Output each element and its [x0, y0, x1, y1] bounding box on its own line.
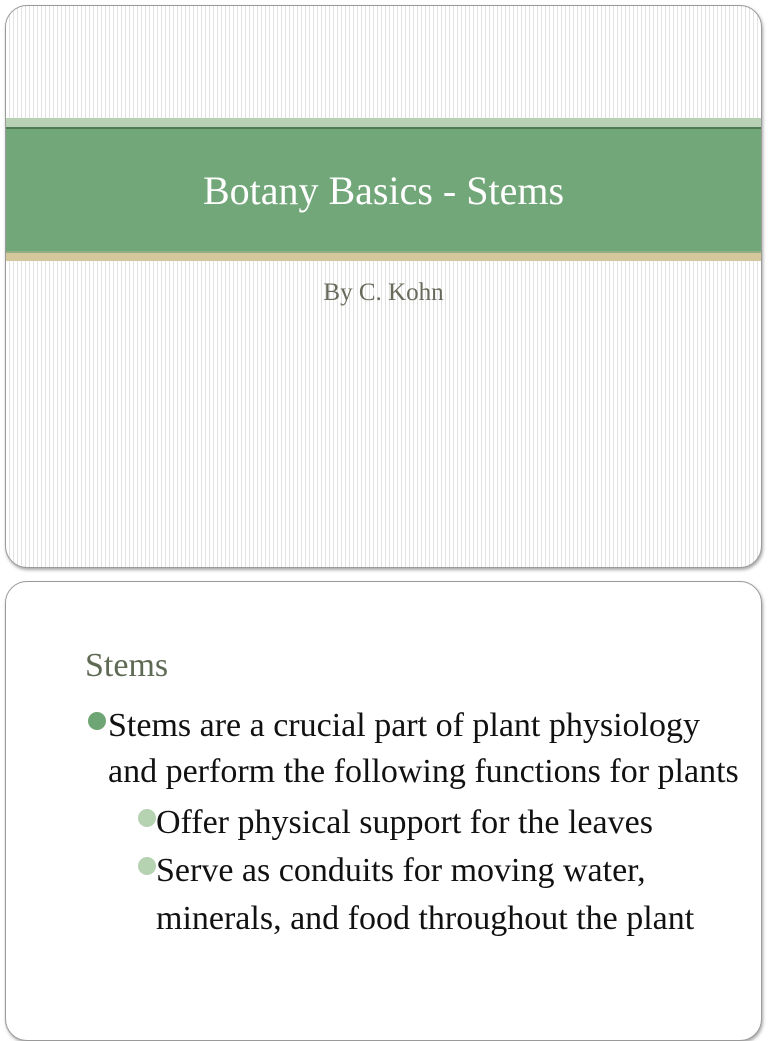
circle-bullet-icon: [138, 809, 156, 827]
bullet-list: [84, 703, 744, 943]
bullet-text: Stems are a crucial part of plant physiology and perform the following functions for plants: [108, 707, 739, 790]
sub-bullet-text: Serve as conduits for moving water, minerals, and food throughout the plant: [156, 852, 695, 937]
list-item: [84, 703, 744, 943]
slide-title: Botany Basics - Stems: [202, 168, 565, 213]
sub-bullet-text: Offer physical support for the leaves: [156, 804, 653, 841]
title-band-bottom-accent: [6, 253, 761, 261]
circle-bullet-icon: [88, 712, 106, 730]
sub-bullet-list: [108, 799, 744, 943]
content-heading: Stems: [85, 647, 169, 684]
sub-list-item: [130, 799, 744, 847]
title-slide: [5, 5, 762, 568]
title-band-top-accent: [6, 118, 761, 127]
circle-bullet-icon: [138, 857, 156, 875]
slide-subtitle: By C. Kohn: [323, 279, 444, 306]
sub-list-item: [130, 847, 744, 943]
content-slide: [5, 581, 762, 1041]
